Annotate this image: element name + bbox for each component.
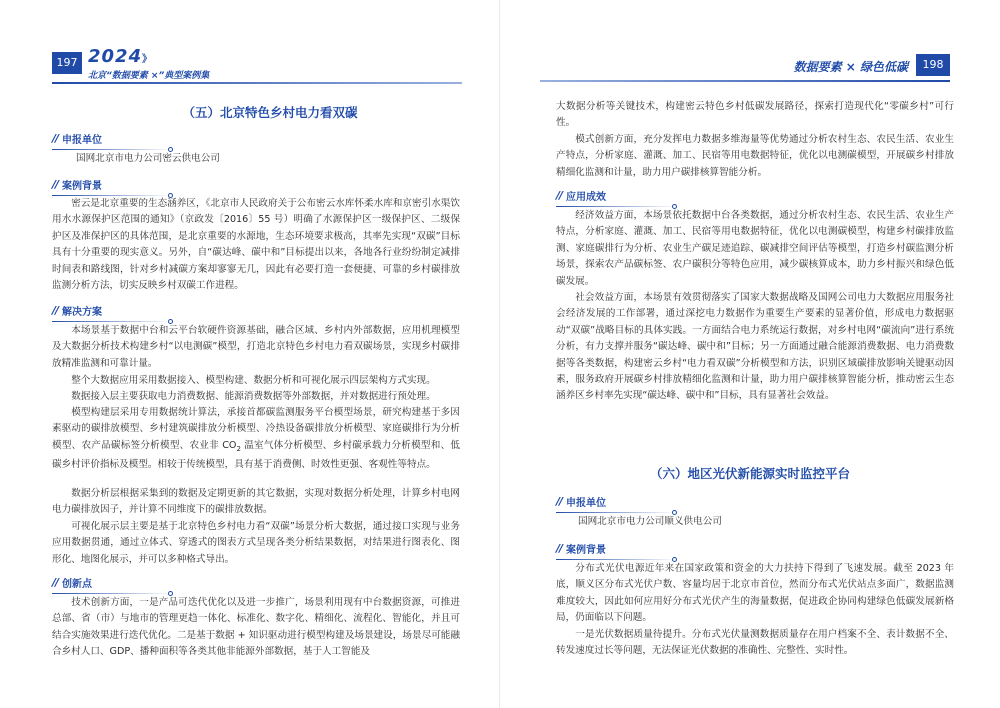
left-header [52, 46, 452, 82]
innovation-paragraph: 技术创新方面，一是产品可迭代优化以及进一步推广，场景利用现有中台数据资源，可推进总部、省（市）与地市的管理更趋一体化、标准化、数字化、精细化、流程化、智能化，并且可结合实施效果进行迭代优化。二是基于数据 + 知识驱动进行模型构建及场景建设，场景尽可能融合乡村人口、GDP、播种面积等各类其他非能源外部数据，基于人工智能及 [52, 597, 460, 658]
book-title: 北京“数据要素 ×”典型案例集 [88, 71, 210, 81]
slash-icon: // [52, 131, 59, 145]
subhead-solution: // 解决方案 [52, 302, 102, 318]
solution-paragraph-6: 可视化展示层主要是基于北京特色乡村电力看“双碳”场景分析大数据，通过接口实现与业务应用数据贯通，通过立体式、穿透式的图表方式呈现各类分析结果数据，对结果进行图表化、图形化、地图化展示，并可以多种格式导出。 [52, 521, 460, 565]
section-title-5: （五）北京特色乡村电力看双碳 [182, 105, 358, 120]
continued-paragraph-1: 大数据分析等关键技术，构建密云特色乡村低碳发展路径，探索打造现代化“零碳乡村”可行性。 [556, 101, 954, 129]
results-paragraph-2: 社会效益方面，本场景有效贯彻落实了国家大数据战略及国网公司电力大数据应用服务社会经济发展的工作部署，通过深挖电力数据作为重要生产要素的显著价值，形成电力数据驱动“双碳”战略目标的具体实践。一方面结合电力系统运行数据，对乡村电网“碳流向”进行系统分析，有力支撑并服务“碳达峰、碳中和”目标；另一方面通过融合能源消费数据、电力消费数据等各类数据，构建密云乡村“电力看双碳”分析模型和方法，识别区域碳排放影响关键驱动因素，服务政府开展碳乡村排放精细化监测和计量，助力用户碳排核算智能分析，推动密云生态涵养区乡村率先实现“碳达峰、碳中和”目标，具有显著社会效益。 [556, 292, 954, 402]
chevron-right-icon: 》 [142, 54, 152, 65]
applicant-org-6: 国网北京市电力公司顺义供电公司 [578, 516, 722, 527]
subhead-applicant-6: // 申报单位 [556, 493, 606, 509]
slash-icon: // [52, 575, 59, 589]
solution-paragraph-5: 数据分析层根据采集到的数据及定期更新的其它数据，实现对数据分析处理，计算乡村电网电力碳排放因子，并计算不同维度下的碳排放数据。 [52, 488, 460, 516]
subhead-background: // 案例背景 [52, 176, 102, 192]
slash-icon: // [52, 303, 59, 317]
right-header [650, 52, 950, 82]
section-title-6: （六）地区光伏新能源实时监控平台 [649, 466, 850, 481]
page-number-right: 198 [916, 54, 950, 76]
subhead-innovation: // 创新点 [52, 574, 92, 590]
slash-icon: // [556, 494, 563, 508]
solution-paragraph-4: 模型构建层采用专用数据统计算法，承接首都碳监测服务平台模型场景，研究构建基于多因素驱动的碳排放模型、乡村建筑碳排放分析模型、冷热设备碳排放分析模型、家庭碳排行为分析模型、农产品碳标签分析模型、农业非 $CO_2$ 温室气体分析模型、乡村碳承载力分析模型和、低碳乡村评价指标及模型。相较于传统模型，具有基于消费侧、时效性更强、客观性等特点。 [52, 407, 460, 471]
header-rule [52, 82, 462, 84]
subhead-background-6: // 案例背景 [556, 540, 606, 556]
slash-icon: // [556, 541, 563, 555]
results-paragraph-1: 经济效益方面，本场景依托数据中台各类数据，通过分析农村生态、农民生活、农业生产特点，分析家庭、灌溉、加工、民宿等用电数据特征，优化以电测碳模型，构建乡村碳排放监测、家庭碳排行为分析、农业生产碳足迹追踪、碳减排空间评估等模型，打造乡村碳监测分析场景，探索农产品碳标签、农户碳积分等特色应用，减少碳核算成本，助力乡村振兴和绿色低碳发展。 [556, 210, 954, 287]
background6-paragraph-2: 一是光伏数据质量待提升。分布式光伏量测数据质量存在用户档案不全、表计数据不全、转发速度过长等问题，无法保证光伏数据的准确性、完整性、实时性。 [556, 629, 954, 657]
slash-icon: // [556, 188, 563, 202]
page-number-left: 197 [52, 52, 82, 74]
right-page [500, 0, 1000, 708]
header-rule [540, 80, 950, 82]
solution-paragraph-1: 本场景基于数据中台和云平台软硬件资源基础，融合区域、乡村内外部数据，应用机理模型及大数据分析技术构建乡村“以电测碳”模型，打造北京特色乡村电力看双碳场景，实现乡村碳排放精准监测和可靠计量。 [52, 325, 460, 369]
background6-paragraph-1: 分布式光伏电源近年来在国家政策和资金的大力扶持下得到了飞速发展。截至 2023 年底，顺义区分布式光伏户数、容量均居于北京市首位，然而分布式光伏站点多面广，数据监测难度较大，因此如何应用好分布式光伏产生的海量数据，促进政企协同构建绿色低碳发展新格局，仍面临以下问题。 [556, 563, 954, 624]
solution-paragraph-3: 数据接入层主要获取电力消费数据、能源消费数据等外部数据，并对数据进行预处理。 [71, 391, 436, 402]
year-logo: 2024 [88, 46, 143, 67]
background-paragraph: 密云是北京重要的生态涵养区，《北京市人民政府关于公布密云水库怀柔水库和京密引水渠饮用水水源保护区范围的通知》（京政发〔2016〕55 号）明确了水源保护区一级保护区、二级保护区及准保护区的具体范围，是北京重要的水源地，生态环境要求极高，其率先实现“双碳”目标具有十分重要的现实意义。另外，自“碳达峰、碳中和”目标提出以来，各地各行业纷纷制定减排时间表和路线图，针对乡村减碳方案却寥寥无几，因此有必要打造一套便捷、可靠的乡村碳排放监测分析方法，切实反映乡村双碳工作进程。 [52, 198, 460, 292]
running-title: 数据要素 × 绿色低碳 [793, 60, 908, 74]
solution-paragraph-2: 整个大数据应用采用数据接入、模型构建、数据分析和可视化展示四层架构方式实现。 [71, 375, 436, 386]
applicant-org: 国网北京市电力公司密云供电公司 [76, 153, 220, 164]
subhead-applicant: // 申报单位 [52, 130, 102, 146]
subhead-results: // 应用成效 [556, 187, 606, 203]
slash-icon: // [52, 177, 59, 191]
continued-paragraph-2: 模式创新方面，充分发挥电力数据多维海量等优势通过分析农村生态、农民生活、农业生产特点，分析家庭、灌溉、加工、民宿等用电数据特征，优化以电测碳模型，开展碳乡村排放精细化监测和计量，助力用户碳排核算智能分析。 [556, 134, 954, 178]
